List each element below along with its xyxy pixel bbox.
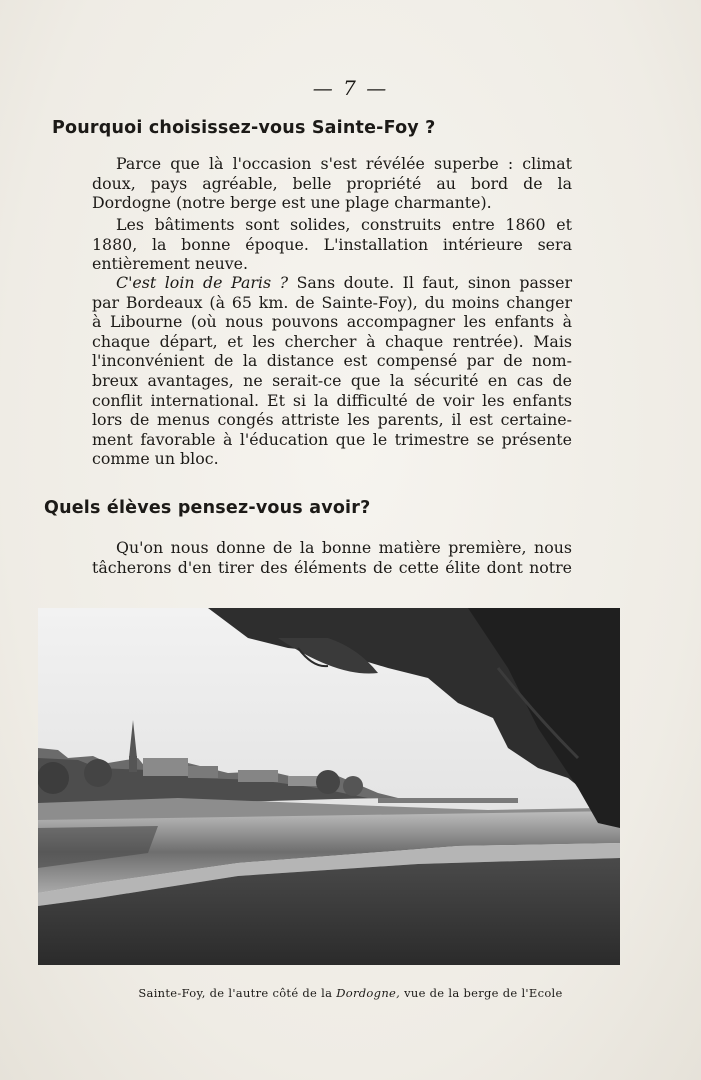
caption-italic-dordogne: Dordogne, [336, 986, 401, 1000]
paragraph-2 [92, 215, 572, 274]
paragraph-line: par Bordeaux (à 65 km. de Sainte-Foy), du moins changer [92, 292, 572, 312]
section-heading-why-sainte-foy: Pourquoi choisissez-vous Sainte-Foy ? [52, 118, 436, 138]
paragraph-4 [92, 538, 572, 577]
paragraph-3 [92, 273, 572, 469]
paragraph-1 [92, 154, 572, 213]
paragraph-line: entièrement neuve. [92, 254, 249, 274]
section-heading-which-pupils: Quels élèves pensez-vous avoir? [44, 498, 371, 518]
paragraph-line: comme un bloc. [92, 449, 219, 469]
paragraph-line: breux avantages, ne serait-ce que la sécurité en cas de [92, 370, 572, 390]
paragraph-line: à Libourne (où nous pouvons accompagner les enfants à [92, 312, 572, 332]
paragraph-line: Les bâtiments sont solides, construits entre 1860 et [116, 215, 572, 234]
paragraph-line: 1880, la bonne époque. L'installation intérieure sera [92, 234, 572, 254]
paragraph-line: ment favorable à l'éducation que le trimestre se présente [92, 429, 572, 449]
paragraph-line: conflit international. Et si la difficulté de voir les enfants [92, 390, 572, 410]
paragraph-line: Qu'on nous donne de la bonne matière première, nous [116, 538, 572, 557]
paragraph-line [92, 273, 572, 293]
page-number: — 7 — [312, 76, 389, 100]
paragraph-line: tâcherons d'en tirer des éléments de cette élite dont notre [92, 557, 572, 577]
caption-text-start: Sainte-Foy, de l'autre côté de la [138, 986, 333, 1000]
caption-text-end: vue de la berge de l'Ecole [404, 986, 563, 1000]
paragraph-line: chaque départ, et les chercher à chaque rentrée). Mais [92, 331, 572, 351]
paragraph-line: l'inconvénient de la distance est compensé par de nom- [92, 351, 572, 371]
italic-question: C'est loin de Paris ? [116, 273, 289, 292]
paragraph-line: Dordogne (notre berge est une plage charmante). [92, 193, 492, 213]
paragraph-line: lors de menus congés attriste les parents, il est certaine- [92, 410, 572, 430]
paragraph-line: doux, pays agréable, belle propriété au bord de la [92, 173, 572, 193]
landscape-illustration [38, 608, 620, 965]
paragraph-text: Sans doute. Il faut, sinon passer [296, 273, 572, 292]
paragraph-line: Parce que là l'occasion s'est révélée superbe : climat [116, 154, 572, 173]
river-photograph [38, 608, 620, 965]
photo-caption [0, 986, 701, 1000]
